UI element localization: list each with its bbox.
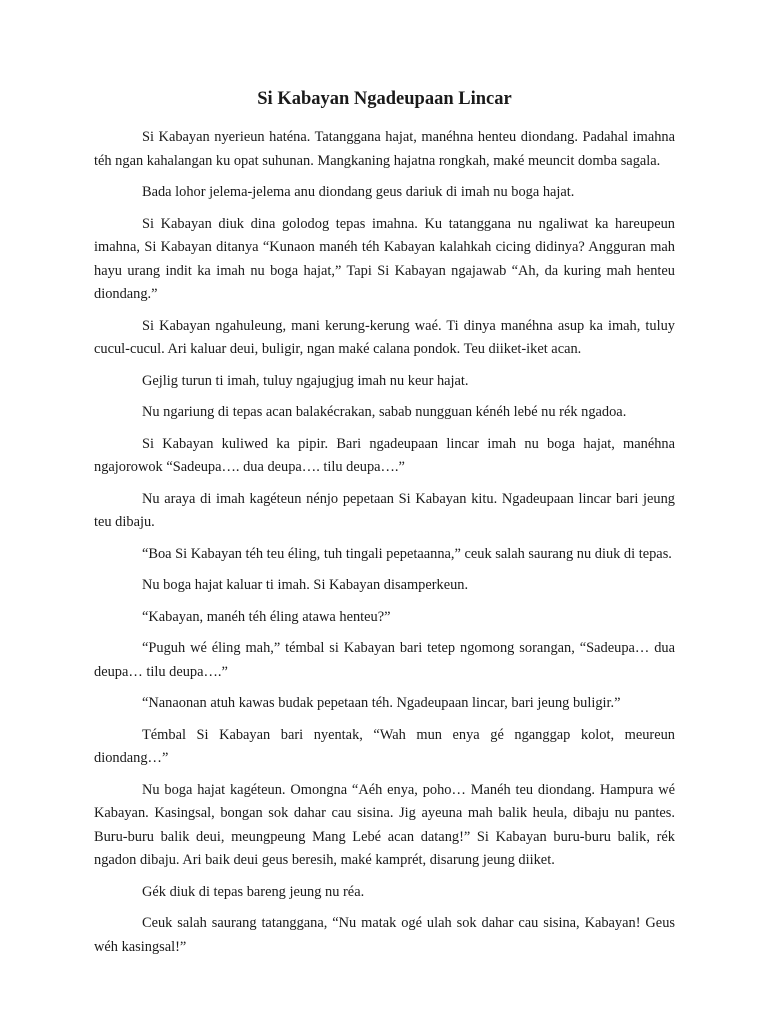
- paragraph: Si Kabayan diuk dina golodog tepas imahna. Ku tatanggana nu ngaliwat ka hareupeun imahna, Si Kabayan ditanya “Kunaon manéh téh Kabayan kalahkah cicing didinya? Angguran mah hayu urang indit ka imah nu boga hajat,” Tapi Si Kabayan ngajawab “Ah, da kuring mah henteu diondang.”: [94, 215, 675, 302]
- document-title: Si Kabayan Ngadeupaan Lincar: [257, 89, 512, 109]
- paragraph: Nu ngariung di tepas acan balakécrakan, sabab nungguan kénéh lebé nu rék ngadoa.: [142, 404, 627, 420]
- paragraph: Témbal Si Kabayan bari nyentak, “Wah mun enya gé nganggap kolot, meureun diondang…”: [94, 726, 675, 766]
- paragraph: Nu boga hajat kagéteun. Omongna “Aéh enya, poho… Manéh teu diondang. Hampura wé Kabayan. Kasingsal, bongan sok dahar cau sisina. Jig ayeuna mah balik heula, dibaju nu pantes. Buru-buru balik deui, meungpeung Mang Lebé acan datang!” Si Kabayan buru-buru balik, rék ngadon dibaju. Ari baik deui geus beresih, maké kamprét, disarung jeung diiket.: [94, 781, 675, 868]
- paragraph: Nu boga hajat kaluar ti imah. Si Kabayan disamperkeun.: [142, 577, 469, 593]
- paragraph: Si Kabayan ngahuleung, mani kerung-kerung waé. Ti dinya manéhna asup ka imah, tuluy cucul-cucul. Ari kaluar deui, buligir, ngan maké calana pondok. Teu diiket-iket acan.: [94, 317, 675, 357]
- paragraph: Gék diuk di tepas bareng jeung nu réa.: [142, 883, 365, 900]
- paragraph: “Puguh wé éling mah,” témbal si Kabayan bari tetep ngomong sorangan, “Sadeupa… dua deupa… tilu deupa….”: [94, 640, 675, 680]
- paragraph: Nu araya di imah kagéteun nénjo pepetaan Si Kabayan kitu. Ngadeupaan lincar bari jeung teu dibaju.: [94, 490, 675, 530]
- paragraph: Si Kabayan nyerieun haténa. Tatanggana hajat, manéhna henteu diondang. Padahal imahna téh ngan kahalangan ku opat suhunan. Mangkaning hajatna rongkah, maké meuncit domba sagala.: [94, 129, 675, 169]
- paragraph: Gejlig turun ti imah, tuluy ngajugjug imah nu keur hajat.: [142, 372, 469, 389]
- paragraph: Si Kabayan kuliwed ka pipir. Bari ngadeupaan lincar imah nu boga hajat, manéhna ngajorowok “Sadeupa…. dua deupa…. tilu deupa….”: [94, 435, 675, 475]
- paragraph: Ceuk salah saurang tatanggana, “Nu matak ogé ulah sok dahar cau sisina, Kabayan! Geus wéh kasingsal!”: [94, 915, 675, 955]
- document-page: [94, 88, 675, 967]
- paragraph: “Nanaonan atuh kawas budak pepetaan téh. Ngadeupaan lincar, bari jeung buligir.”: [142, 695, 621, 711]
- paragraph: “Kabayan, manéh téh éling atawa henteu?”: [142, 608, 391, 625]
- paragraph: Bada lohor jelema-jelema anu diondang geus dariuk di imah nu boga hajat.: [142, 184, 575, 200]
- paragraph: “Boa Si Kabayan téh teu éling, tuh tingali pepetaanna,” ceuk salah saurang nu diuk di tepas.: [142, 545, 672, 562]
